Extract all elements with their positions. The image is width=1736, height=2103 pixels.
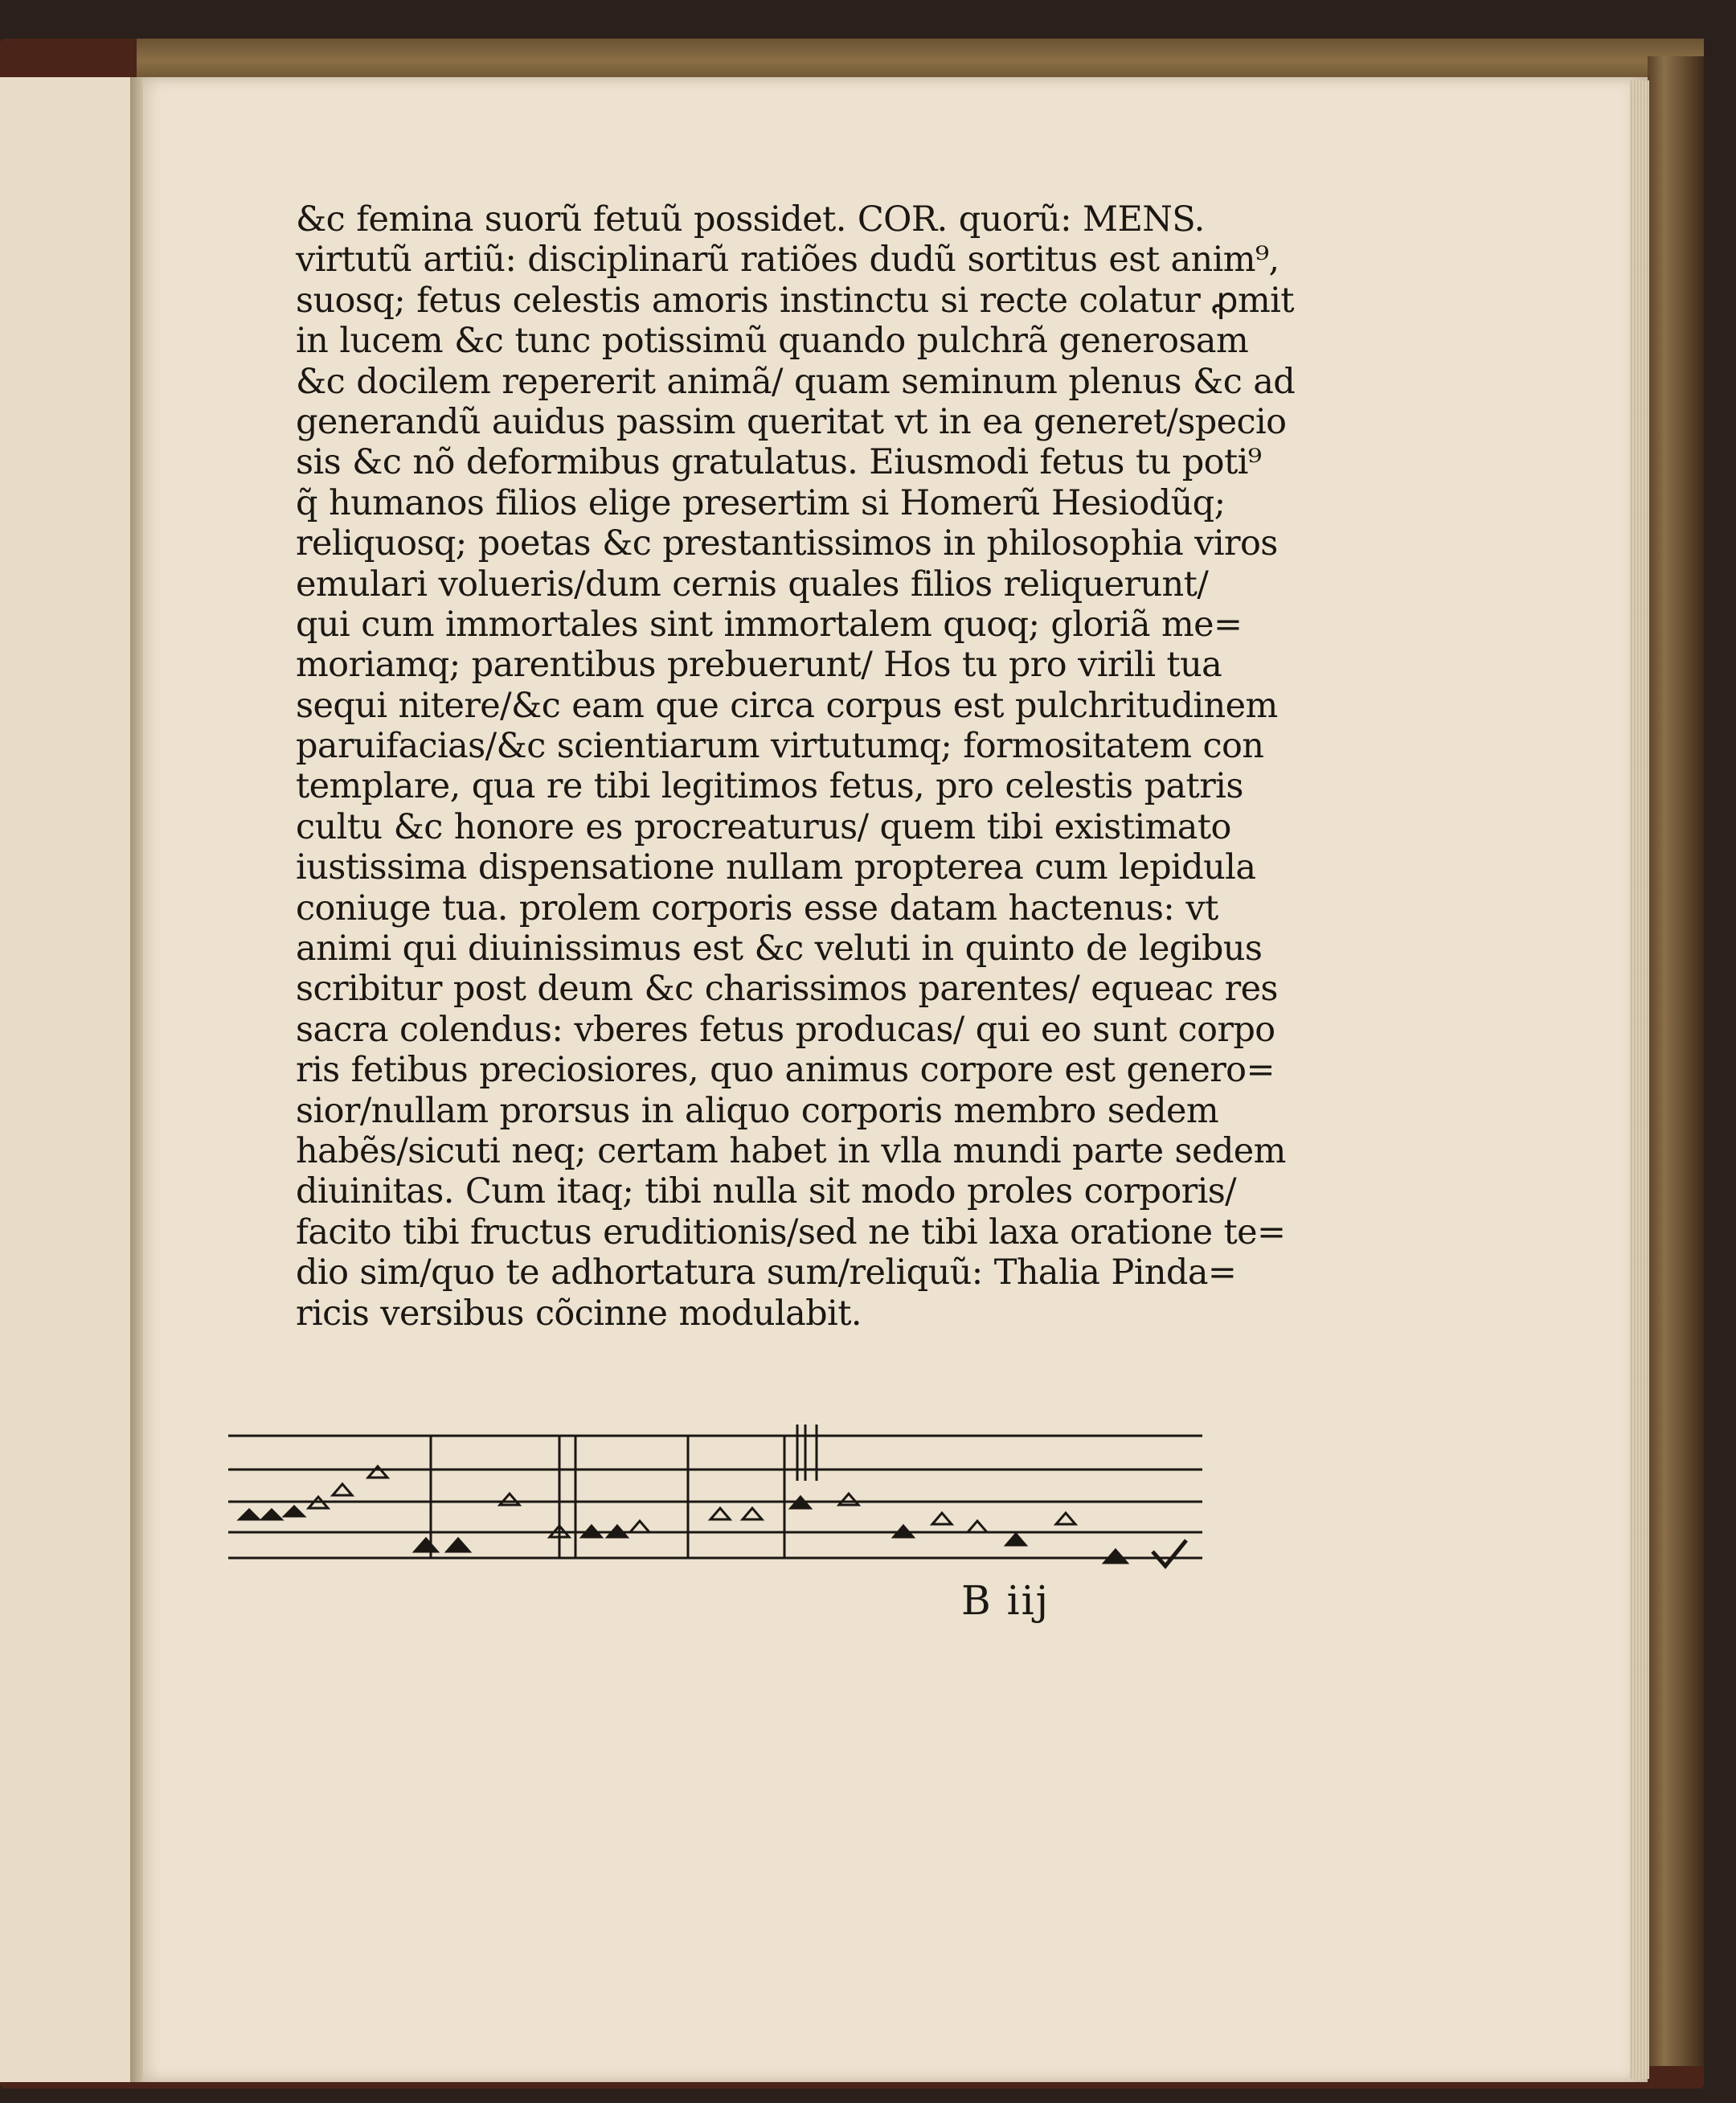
text-line: suosq; fetus celestis amoris instinctu si recte colatur ꝓmit — [296, 280, 1294, 321]
binding-right-edge — [1648, 56, 1704, 2066]
text-line: ricis versibus cõcinne modulabit. — [296, 1293, 862, 1334]
text-line: emulari volueris/dum cernis quales filios reliquerunt/ — [296, 564, 1209, 605]
text-line: moriamq; parentibus prebuerunt/ Hos tu pro virili tua — [296, 645, 1222, 686]
text-line: virtutũ artiũ: disciplinarũ ratiões dudũ sortitus est anim⁹, — [296, 240, 1279, 281]
text-line: &c docilem repererit animã/ quam seminum plenus &c ad — [296, 361, 1296, 402]
text-line: dio sim/quo te adhortatura sum/reliquũ: Thalia Pinda= — [296, 1252, 1237, 1293]
text-line: &c femina suorũ fetuũ possidet. COR. quorũ: MENS. — [296, 199, 1205, 240]
text-line: coniuge tua. prolem corporis esse datam hactenus: vt — [296, 888, 1218, 929]
text-line: qui cum immortales sint immortalem quoq; gloriã me= — [296, 604, 1243, 645]
text-line: sis &c nõ deformibus gratulatus. Eiusmodi fetus tu poti⁹ — [296, 442, 1262, 483]
text-line: animi qui diuinissimus est &c veluti in quinto de legibus — [296, 929, 1263, 970]
text-line: facito tibi fructus eruditionis/sed ne tibi laxa oratione te= — [296, 1211, 1286, 1252]
text-line: q̃ humanos filios elige presertim si Homerũ Hesiodũq; — [296, 482, 1226, 523]
text-line: paruifacias/&c scientiarum virtutumq; formositatem con — [296, 726, 1264, 767]
music-notation — [228, 1425, 1209, 1577]
left-facing-page — [0, 77, 137, 2082]
text-line: cultu &c honore es procreaturus/ quem tibi existimato — [296, 806, 1231, 847]
music-custos — [1153, 1540, 1186, 1566]
text-line: iustissima dispensatione nullam propterea cum lepidula — [296, 847, 1256, 888]
music-notes — [240, 1466, 1127, 1563]
text-line: sacra colendus: vberes fetus producas/ qui eo sunt corpo — [296, 1009, 1275, 1050]
signature-mark: B iij — [961, 1577, 1050, 1624]
text-line: ris fetibus preciosiores, quo animus corpore est genero= — [296, 1050, 1275, 1091]
text-line: templare, qua re tibi legitimos fetus, pro celestis patris — [296, 766, 1243, 807]
text-line: in lucem &c tunc potissimũ quando pulchrã generosam — [296, 321, 1249, 362]
text-line: generandũ auidus passim queritat vt in ea generet/specio — [296, 401, 1287, 442]
text-line: scribitur post deum &c charissimos parentes/ equeac res — [296, 969, 1278, 1010]
text-line: diuinitas. Cum itaq; tibi nulla sit modo proles corporis/ — [296, 1171, 1237, 1212]
text-line: reliquosq; poetas &c prestantissimos in philosophia viros — [296, 523, 1278, 564]
text-line: habẽs/sicuti neq; certam habet in vlla mundi parte sedem — [296, 1130, 1286, 1171]
text-line: sequi nitere/&c eam que circa corpus est pulchritudinem — [296, 685, 1278, 726]
page-fore-edge — [1630, 80, 1649, 2079]
text-block — [296, 199, 1296, 1334]
text-line: sior/nullam prorsus in aliquo corporis membro sedem — [296, 1090, 1219, 1131]
music-staff-lines — [228, 1436, 1202, 1558]
